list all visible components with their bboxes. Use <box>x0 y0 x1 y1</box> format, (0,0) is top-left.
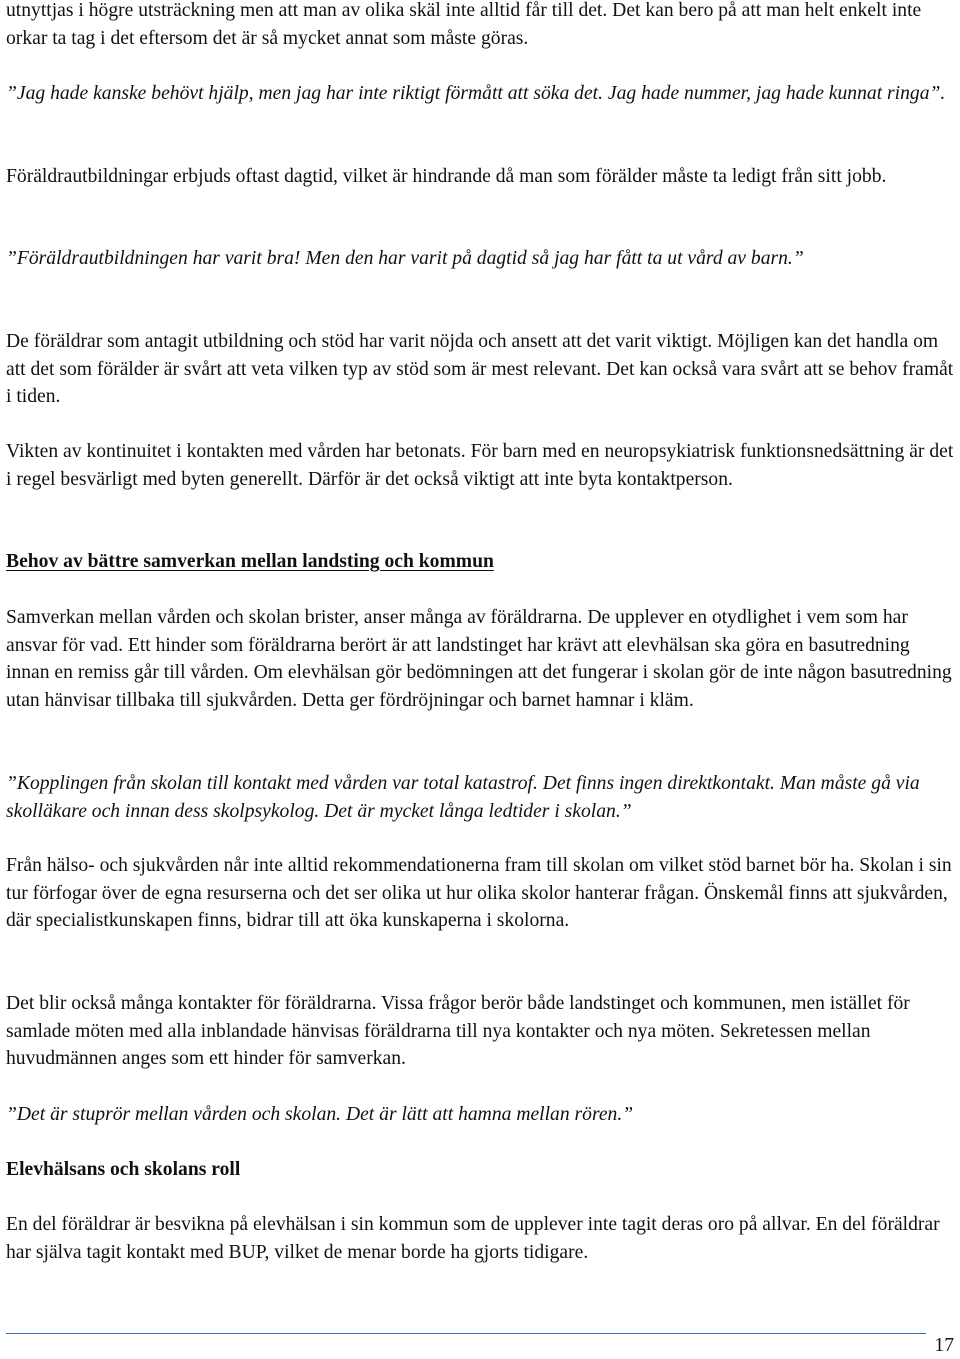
paragraph-many-contacts: Det blir också många kontakter för föräldrarna. Vissa frågor berör både landstinget och kommunen, men istället för samlade möten med alla inblandade hänvisas föräldrarna till nya kontakter och nya möten. Sekretessen mellan huvudmännen anges som ett hinder för samverkan. <box>6 993 910 1069</box>
paragraph-parent-education: Föräldrautbildningar erbjuds oftast dagtid, vilket är hindrande då man som förälder måste ta ledigt från sitt jobb. <box>6 166 887 187</box>
paragraph-continuity: Vikten av kontinuitet i kontakten med vården har betonats. För barn med en neuropsykiatrisk funktionsnedsättning är det i regel besvärligt med byten generellt. Därför är det också viktigt att inte byta kontaktperson. <box>6 441 954 490</box>
paragraph-school-health: En del föräldrar är besvikna på elevhälsan i sin kommun som de upplever inte tagit deras oro på allvar. En del föräldrar har själva tagit kontakt med BUP, vilket de menar borde ha gjorts tidigare. <box>6 1214 940 1263</box>
paragraph-support-satisfaction: De föräldrar som antagit utbildning och stöd har varit nöjda och ansett att det varit viktigt. Möjligen kan det handla om att det som förälder är svårt att veta vilken typ av stöd som är mest relevant. Det kan också vara svårt att se behov framåt i tiden. <box>6 331 954 407</box>
quote-help: ”Jag hade kanske behövt hjälp, men jag har inte riktigt förmått att söka det. Jag hade nummer, jag hade kunnat ringa”. <box>6 83 946 104</box>
quote-parent-education: ”Föräldrautbildningen har varit bra! Men den har varit på dagtid så jag har fått ta ut vård av barn.” <box>6 248 804 269</box>
page-number: 17 <box>934 1335 954 1356</box>
paragraph-recommendations: Från hälso- och sjukvården når inte alltid rekommendationerna fram till skolan om vilket stöd barnet bör ha. Skolan i sin tur förfogar över de egna resurserna och det ser olika ut hur olika skolor hanterar frågan. Önskemål finns att sjukvården, där specialistkunskapen finns, bidrar till att öka kunskaperna i skolorna. <box>6 855 952 931</box>
quote-school-connection: ”Kopplingen från skolan till kontakt med vården var total katastrof. Det finns ingen direktkontakt. Man måste gå via skolläkare och innan dess skolpsykolog. Det är mycket långa ledtider i skolan.” <box>6 773 920 822</box>
paragraph-intro: utnyttjas i högre utsträckning men att man av olika skäl inte alltid får till det. Det kan bero på att man helt enkelt inte orkar ta tag i det eftersom det är så mycket annat som måste göras. <box>6 0 922 49</box>
paragraph-cooperation: Samverkan mellan vården och skolan brister, anser många av föräldrarna. De upplever en otydlighet i vem som har ansvar för vad. Ett hinder som föräldrarna berört är att landstinget har krävt att elevhälsan ska göra en basutredning innan en remiss går till vården. Om elevhälsan gör bedömningen att det fungerar i skolan gör de inte någon basutredning utan hänvisar tillbaka till sjukvården. Detta ger fördröjningar och barnet hamnar i kläm. <box>6 607 952 711</box>
quote-silos: ”Det är stuprör mellan vården och skolan. Det är lätt att hamna mellan rören.” <box>6 1104 634 1125</box>
footer-rule <box>6 1333 926 1334</box>
section-heading-cooperation: Behov av bättre samverkan mellan landsting och kommun <box>6 551 494 572</box>
section-heading-school-health: Elevhälsans och skolans roll <box>6 1159 241 1180</box>
